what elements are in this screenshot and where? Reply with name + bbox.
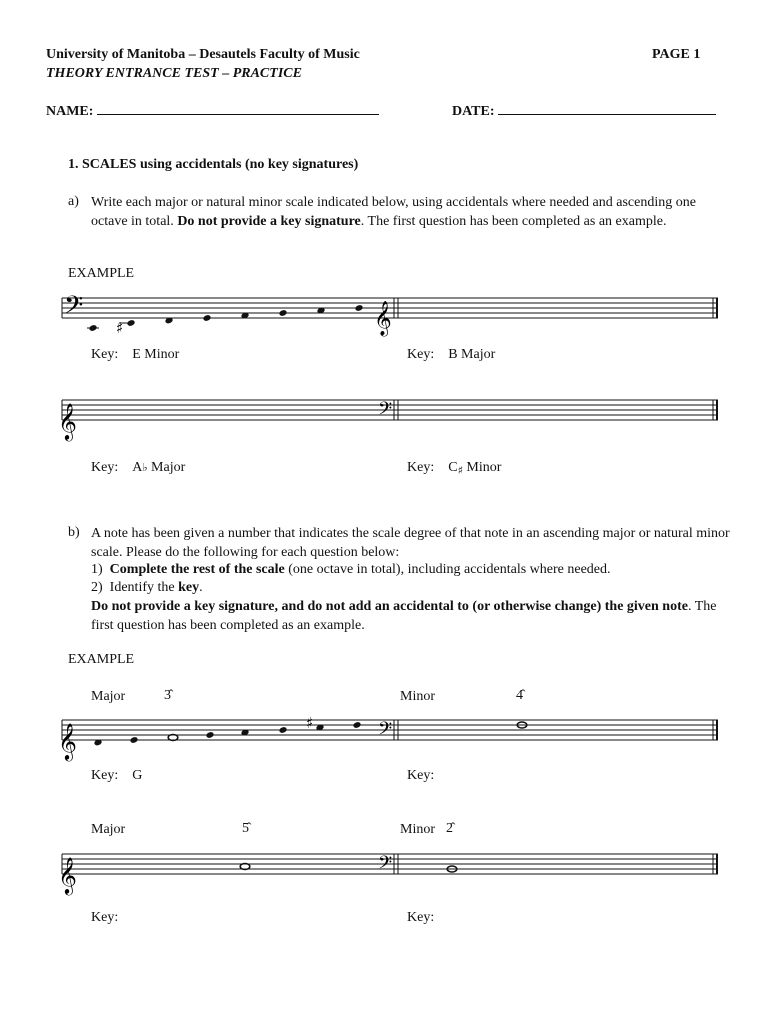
part-b-step1: 1) Complete the rest of the scale (one octave in total), including accidentals where needed. [91, 562, 611, 577]
part-b-step2: 2) Identify the key. [91, 580, 203, 595]
name-label: NAME: [46, 104, 94, 119]
page-number: PAGE 1 [652, 47, 701, 62]
key-b-major: Key: B Major [407, 347, 496, 362]
key-a-flat-major: Key: A♭ Major [91, 460, 186, 475]
date-blank[interactable] [498, 102, 716, 115]
bass-clef-icon: 𝄢 [64, 291, 84, 326]
flat-icon: ♭ [142, 461, 148, 474]
date-label: DATE: [452, 104, 495, 119]
treble-clef-icon: 𝄞 [58, 402, 77, 440]
key-c-sharp-minor: Key: $C_♯$ Minor [407, 460, 502, 477]
name-blank[interactable] [97, 102, 379, 115]
q4-key-answer[interactable]: Key: [407, 910, 435, 925]
q3-mode: Major [91, 822, 126, 837]
treble-clef-icon: 𝄞 [58, 856, 77, 894]
staff-b-second [0, 846, 770, 906]
sharp-icon: ♯ [457, 464, 463, 477]
part-a-marker: a) [68, 194, 79, 209]
staff-b-example [0, 712, 770, 772]
treble-clef-icon: 𝄞 [374, 301, 392, 336]
q4-degree: 2̂ [446, 821, 453, 836]
example-label-b: EXAMPLE [68, 652, 135, 667]
name-field[interactable] [46, 102, 379, 120]
test-title: THEORY ENTRANCE TEST – PRACTICE [46, 66, 302, 81]
treble-clef-icon: 𝄞 [58, 722, 77, 760]
q2-key-answer[interactable]: Key: [407, 768, 435, 783]
bass-clef-icon: 𝄢 [378, 399, 393, 424]
q1-mode: Major [91, 689, 126, 704]
section1-heading: 1. SCALES using accidentals (no key signatures) [68, 157, 359, 172]
q1-degree: 3̂ [164, 688, 171, 703]
staff-a-example [0, 290, 770, 350]
part-b-intro: A note has been given a number that indicates the scale degree of that note in an ascending major or natural minor scale. Please do the following for each question below: [91, 526, 730, 560]
staff-a-second [0, 392, 770, 452]
date-field[interactable] [452, 102, 716, 120]
q2-degree: 4̂ [516, 688, 523, 703]
example-label-a: EXAMPLE [68, 266, 135, 281]
sharp-icon: ♯ [116, 319, 124, 337]
institution-title: University of Manitoba – Desautels Faculty of Music [46, 47, 360, 62]
q3-degree: 5̂ [242, 821, 249, 836]
q3-key-answer[interactable]: Key: [91, 910, 119, 925]
part-b-warning: Do not provide a key signature, and do not add an accidental to (or otherwise change) the given note. The first question has been completed as an example. [91, 599, 717, 633]
q4-mode: Minor [400, 822, 435, 837]
sharp-icon: ♯ [306, 714, 314, 732]
q2-mode: Minor [400, 689, 435, 704]
example-key-answer: Key: G [91, 768, 143, 783]
part-a-instructions: Write each major or natural minor scale indicated below, using accidentals where needed and ascending one octave in total. Do not provide a key signature. The first question has been completed as an example. [91, 195, 696, 229]
bass-clef-icon: 𝄢 [378, 853, 393, 878]
part-b-marker: b) [68, 525, 80, 540]
bass-clef-icon: 𝄢 [378, 719, 393, 744]
key-e-minor: Key: E Minor [91, 347, 180, 362]
